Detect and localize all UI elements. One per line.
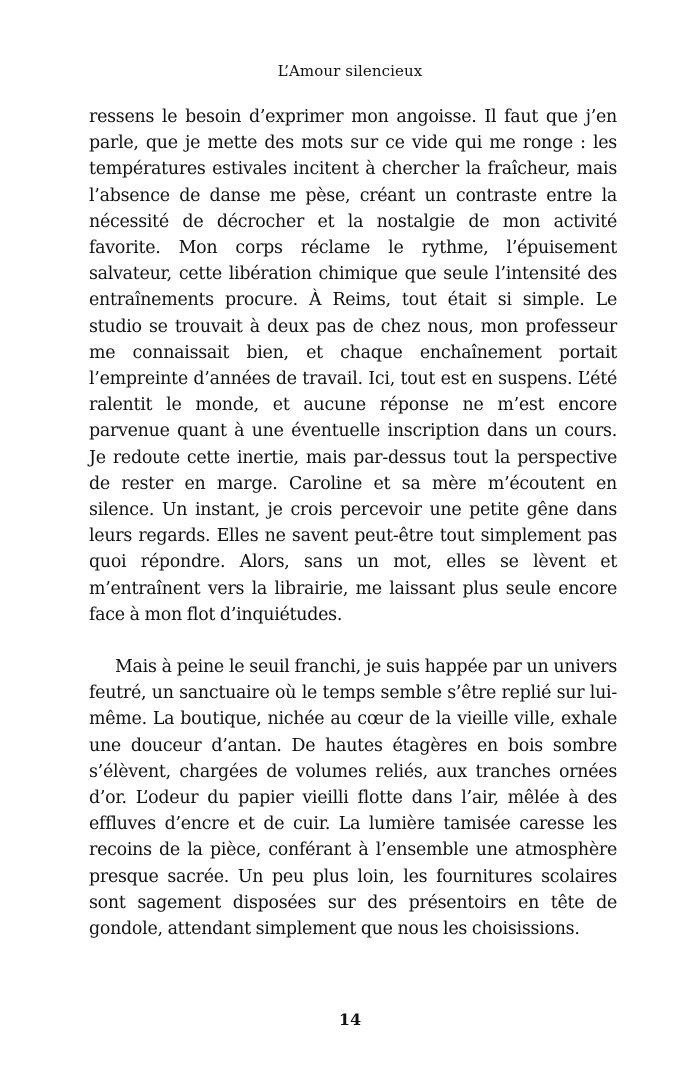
running-title: L’Amour silencieux [277, 62, 423, 80]
paragraph-continued: ressens le besoin d’exprimer mon angoisse. Il faut que j’en parle, que je mette des mots sur ce vide qui me ronge : les températures estivales incitent à chercher la fraîcheur, mais l’absence de danse me pèse, créant un contraste entre la nécessité de décrocher et la nostalgie de mon activité favorite. Mon corps réclame le rythme, l’épuisement salvateur, cette libération chimique que seule l’intensité des entraînements procure. À Reims, tout était si simple. Le studio se trouvait à deux pas de chez nous, mon professeur me connaissait bien, et chaque enchaînement portait l’empreinte d’années de travail. Ici, tout est en suspens. L’été ralentit le monde, et aucune réponse ne m’est encore parvenue quant à une éventuelle inscription dans un cours. Je redoute cette inertie, mais par-dessus tout la perspective de rester en marge. Caroline et sa mère m’écoutent en silence. Un instant, je crois percevoir une petite gêne dans leurs regards. Elles ne savent peut-être tout simplement pas quoi répondre. Alors, sans un mot, elles se lèvent et m’entraînent vers la librairie, me laissant plus seule encore face à mon flot d’inquiétudes. [89, 107, 617, 625]
paragraph-bookshop: Mais à peine le seuil franchi, je suis happée par un univers feutré, un sanctuaire où le temps semble s’être replié sur lui-même. La boutique, nichée au cœur de la vieille ville, exhale une douceur d’antan. De hautes étagères en bois sombre s’élèvent, chargées de volumes reliés, aux tranches ornées d’or. L’odeur du papier vieilli flotte dans l’air, mêlée à des effluves d’encre et de cuir. La lumière tamisée caresse les recoins de la pièce, conférant à l’ensemble une atmosphère presque sacrée. Un peu plus loin, les fournitures scolaires sont sagement disposées sur des présentoirs en tête de gondole, attendant simplement que nous les choisissions. [89, 657, 617, 940]
body-text [89, 104, 617, 942]
page-number: 14 [338, 1010, 362, 1029]
